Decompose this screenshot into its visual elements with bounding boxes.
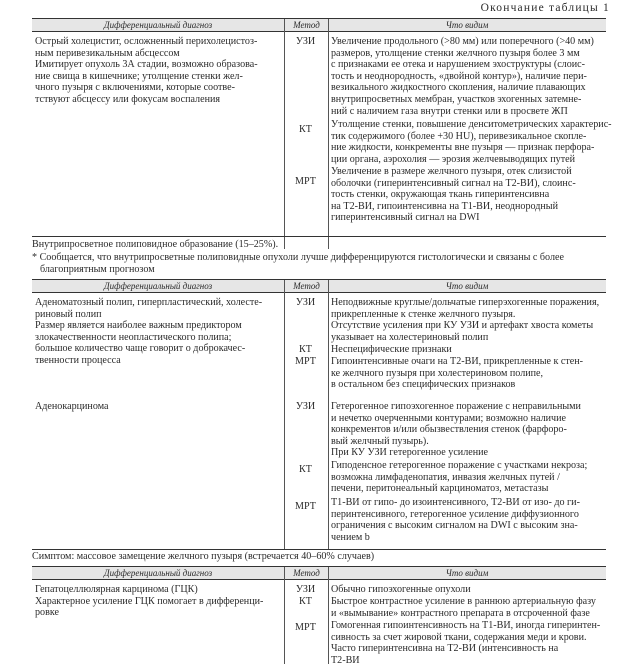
- header-finding: Что видим: [445, 568, 489, 578]
- header-diagnosis: Дифференциальный диагноз: [103, 568, 213, 578]
- table-header: [32, 566, 606, 580]
- header-method: Метод: [284, 19, 329, 31]
- header-method: Метод: [284, 567, 329, 579]
- finding-us: Гетерогенное гипоэхогенное поражение с неправильными и нечетко очерченными контурами; возможно наличие конкрементов и/или обызвествления стенок (фарфоро- вый желчный пузырь). При КУ УЗИ гетерогенное усиление: [331, 401, 581, 459]
- continuation-caption: Окончание таблицы 1: [480, 2, 610, 14]
- finding-mri: Увеличение в размере желчного пузыря, отек слизистой оболочки (гиперинтенсивный сигнал на Т2-ВИ), слоинс- тость стенки, окружающая ткань гиперинтенсивна на Т2-ВИ, гипоинтенсивна на Т1-ВИ, неоднородный гиперинтенсивный сигнал на DWI: [331, 166, 576, 224]
- finding-us: Неподвижные круглые/дольчатые гиперэхогенные поражения, прикрепленные к стенке желчного пузыря. Отсутствие усиления при КУ УЗИ и артефакт хвоста кометы указывает на холестериновый полип: [331, 297, 600, 343]
- table-section-1: [32, 18, 612, 249]
- method-us: УЗИ: [295, 36, 316, 47]
- method-ct: КТ: [299, 344, 312, 355]
- method-mri: МРТ: [295, 622, 316, 633]
- table-header: [32, 279, 606, 293]
- diagnosis-polyp: Аденоматозный полип, гиперпластический, холесте- риновый полип Размер является наиболее важным предиктором злокачественности неопластического полипа; большое количество чаще говорит о доброкачес- твенности процесса: [35, 297, 263, 366]
- diagnosis-cholecystitis: Острый холецистит, осложненный перихолецистоз- ным перивезикальным абсцессом Имитирует опухоль 3А стадии, возможно образова- ние свища в кишечнике; утолщение стенки жел- чного пузыря с включениями, которые соотве- тствуют абсцессу или фокусам воспаления: [35, 36, 258, 105]
- method-mri: МРТ: [295, 501, 316, 512]
- diagnosis-hcc: Гепатоцеллюлярная карцинома (ГЦК) Характерное усиление ГЦК помогает в дифференци- ровке: [35, 584, 264, 619]
- finding-mri: Гипоинтенсивные очаги на Т2-ВИ, прикрепленные к стен- ке желчного пузыря при холестериновом полипе, в остальном без специфических признаков: [331, 356, 584, 391]
- symptom-heading: Симптом: массовое замещение желчного пузыря (встречается 40–60% случаев): [32, 551, 375, 562]
- finding-ct: Гиподенсное гетерогенное поражение с участками некроза; возможна лимфаденопатия, инвазия желчных путей / печени, перитонеальный карциноматоз, метастазы: [331, 460, 588, 495]
- method-mri: МРТ: [295, 356, 316, 367]
- header-method: Метод: [284, 280, 329, 292]
- header-finding: Что видим: [445, 20, 489, 30]
- subheading-polypoid: Внутрипросветное полиповидное образование (15–25%).: [32, 239, 279, 250]
- method-us: УЗИ: [295, 401, 316, 412]
- method-ct: КТ: [299, 464, 312, 475]
- header-diagnosis: Дифференциальный диагноз: [103, 281, 213, 291]
- method-ct: КТ: [299, 124, 312, 135]
- finding-ct: Быстрое контрастное усиление в раннюю артериальную фазу и «вымывание» контрастного препарата в отсроченной фазе: [331, 596, 596, 619]
- finding-ct: Неспецифические признаки: [331, 344, 452, 355]
- finding-us: Обычно гипоэхогенные опухоли: [331, 584, 471, 595]
- method-us: УЗИ: [295, 297, 316, 308]
- method-us: УЗИ: [295, 584, 316, 595]
- finding-mri: Гомогенная гипоинтенсивность на Т1-ВИ, иногда гиперинтен- сивность за счет жировой ткани, содержания меди и крови. Часто гиперинтенсивна на Т2-ВИ (интенсивность на Т2-ВИ: [331, 620, 601, 666]
- finding-ct: Утолщение стенки, повышение денситометрических характерис- тик содержимого (более +30 HU), перивезикальное скопле- ние жидкости, конкременты вне пузыря — признак перфора- ции органа, аэрохолия — эрозия желчевыводящих путей: [331, 119, 612, 165]
- header-finding: Что видим: [445, 281, 489, 291]
- finding-mri: Т1-ВИ от гипо- до изоинтенсивного, Т2-ВИ от изо- до ги- перинтенсивного, гетерогенное усиление диффузионного ограничения с высоким сигналом на DWI с высоким зна- чением b: [331, 497, 580, 543]
- diagnosis-adenocarcinoma: Аденокарцинома: [35, 401, 109, 412]
- footnote: * Сообщается, что внутрипросветные полиповидные опухоли лучше дифференцируются гистологически и связаны с более благоприятным прогнозом: [32, 252, 564, 275]
- method-mri: МРТ: [295, 176, 316, 187]
- table-header: [32, 18, 606, 32]
- method-ct: КТ: [299, 596, 312, 607]
- table-section-3: [32, 566, 606, 664]
- table-section-2: [32, 279, 606, 549]
- header-diagnosis: Дифференциальный диагноз: [103, 20, 213, 30]
- finding-us: Увеличение продольного (>80 мм) или поперечного (>40 мм) размеров, утолщение стенки желчного пузыря более 3 мм с признаками ее отека и нарушением эхоструктуры (слоис- тость и неоднородность, «двойной контур»), наличие пери- везикального жидкостного скопления, наличие плавающих внутрипросветных мембран, участков эхогенных затемне- ний с наличием газа внутри стенки или в просвете ЖП: [331, 36, 594, 117]
